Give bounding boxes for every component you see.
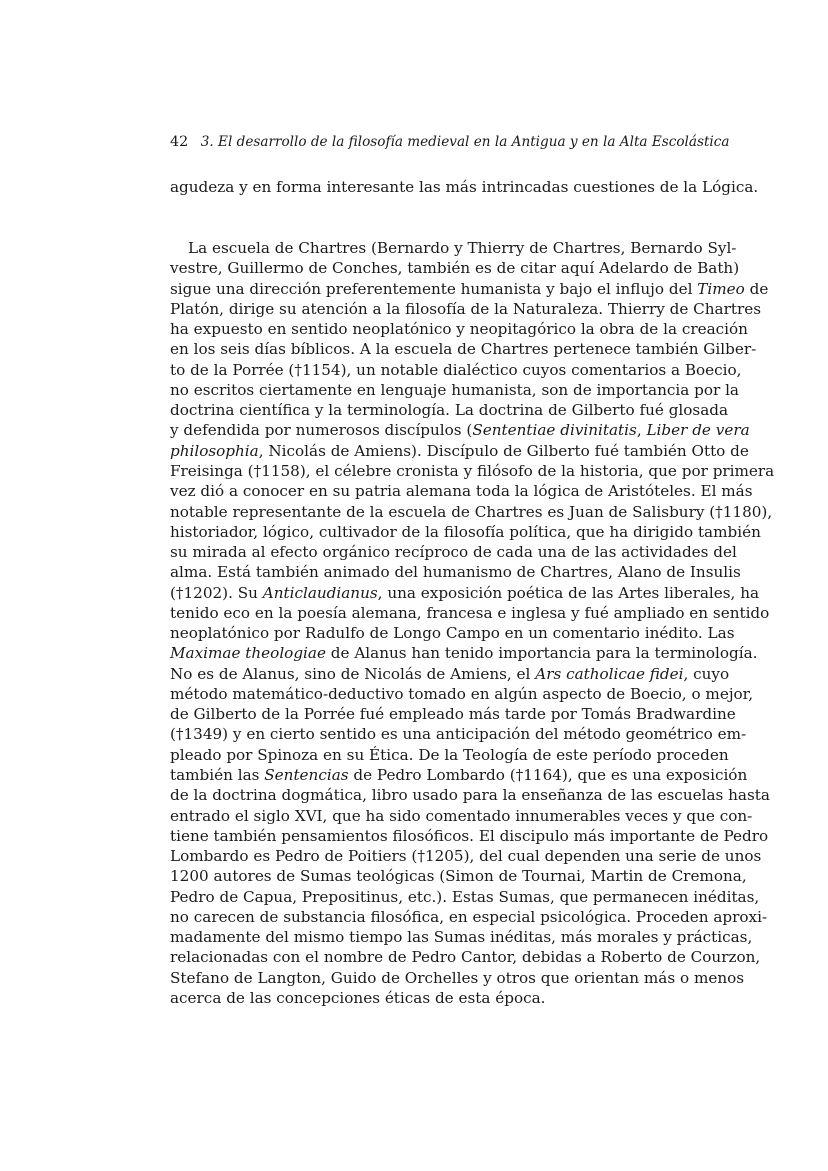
paragraph-line: to de la Porrée (†1154), un notable dialéctico cuyos comentarios a Boecio,: [170, 360, 742, 379]
previous-paragraph-end: agudeza y en forma interesante las más intrincadas cuestiones de la Lógica.: [170, 178, 759, 196]
paragraph-line: no carecen de substancia filosófica, en especial psicológica. Proceden aproxi-: [170, 907, 768, 926]
paragraph-line: sigue una dirección preferentemente humanista y bajo el influjo del Timeo de: [170, 279, 769, 298]
paragraph-line: (†1202). Su Anticlaudianus, una exposición poética de las Artes liberales, ha: [170, 583, 760, 602]
paragraph-line: doctrina científica y la terminología. La doctrina de Gilberto fué glosada: [170, 401, 729, 420]
paragraph-line: tenido eco en la poesía alemana, francesa e inglesa y fué ampliado en sentido: [170, 603, 770, 622]
paragraph-line: método matemático-deductivo tomado en algún aspecto de Boecio, o mejor,: [170, 684, 754, 703]
paragraph-line: Maximae theologiae de Alanus han tenido importancia para la terminología.: [170, 644, 758, 663]
paragraph-line: Pedro de Capua, Prepositinus, etc.). Estas Sumas, que permanecen inéditas,: [170, 887, 760, 906]
paragraph-line: pleado por Spinoza en su Ética. De la Teología de este período proceden: [170, 745, 729, 764]
paragraph-line: entrado el siglo XVI, que ha sido comentado innumerables veces y que con-: [170, 806, 753, 825]
paragraph-line: neoplatónico por Radulfo de Longo Campo en un comentario inédito. Las: [170, 624, 735, 643]
paragraph-line: No es de Alanus, sino de Nicolás de Amiens, el Ars catholicae fidei, cuyo: [170, 664, 730, 683]
paragraph-line: no escritos ciertamente en lenguaje humanista, son de importancia por la: [170, 380, 739, 399]
paragraph-line: La escuela de Chartres (Bernardo y Thierry de Chartres, Bernardo Syl-: [188, 239, 737, 257]
paragraph-line: de Gilberto de la Porrée fué empleado más tarde por Tomás Bradwardine: [170, 705, 736, 724]
paragraph-line: de la doctrina dogmática, libro usado para la enseñanza de las escuelas hasta: [170, 786, 770, 805]
paragraph-line: Freisinga (†1158), el célebre cronista y filósofo de la historia, que por primera: [170, 461, 775, 480]
chapter-title: 3. El desarrollo de la filosofía medieval en la Antigua y en la Alta Escolástica: [200, 134, 730, 150]
paragraph-line: 1200 autores de Sumas teológicas (Simon de Tournai, Martin de Cremona,: [170, 867, 747, 886]
running-header: [170, 132, 730, 152]
paragraph-line: Lombardo es Pedro de Poitiers (†1205), del cual dependen una serie de unos: [170, 847, 762, 866]
paragraph-line: (†1349) y en cierto sentido es una anticipación del método geométrico em-: [170, 725, 747, 744]
paragraph-line: su mirada al efecto orgánico recíproco de cada una de las actividades del: [170, 543, 737, 562]
paragraph-line: Stefano de Langton, Guido de Orchelles y otros que orientan más o menos: [170, 968, 745, 987]
paragraph-line: Platón, dirige su atención a la filosofía de la Naturaleza. Thierry de Chartres: [170, 299, 762, 318]
paragraph-line: y defendida por numerosos discípulos (Sententiae divinitatis, Liber de vera: [170, 421, 750, 440]
paragraph-line: también las Sentencias de Pedro Lombardo (†1164), que es una exposición: [170, 766, 748, 785]
page-number: 42: [170, 134, 189, 150]
paragraph-line: notable representante de la escuela de Chartres es Juan de Salisbury (†1180),: [170, 502, 773, 521]
paragraph-line: vez dió a conocer en su patria alemana toda la lógica de Aristóteles. El más: [170, 482, 753, 501]
paragraph-line: philosophia, Nicolás de Amiens). Discípulo de Gilberto fué también Otto de: [170, 441, 749, 460]
paragraph-line: alma. Está también animado del humanismo de Chartres, Alano de Insulis: [170, 563, 741, 582]
paragraph-line: vestre, Guillermo de Conches, también es de citar aquí Adelardo de Bath): [170, 259, 740, 278]
paragraph-line: en los seis días bíblicos. A la escuela de Chartres pertenece también Gilber-: [170, 340, 757, 359]
paragraph-line: tiene también pensamientos filosóficos. El discipulo más importante de Pedro: [170, 826, 769, 845]
paragraph-line: relacionadas con el nombre de Pedro Cantor, debidas a Roberto de Courzon,: [170, 948, 761, 967]
paragraph-line: ha expuesto en sentido neoplatónico y neopitagórico la obra de la creación: [170, 320, 748, 339]
paragraph-line: historiador, lógico, cultivador de la filosofía política, que ha dirigido también: [170, 522, 761, 541]
paragraph-line: acerca de las concepciones éticas de esta época.: [170, 988, 546, 1007]
paragraph-line: madamente del mismo tiempo las Sumas inéditas, más morales y prácticas,: [170, 928, 753, 947]
